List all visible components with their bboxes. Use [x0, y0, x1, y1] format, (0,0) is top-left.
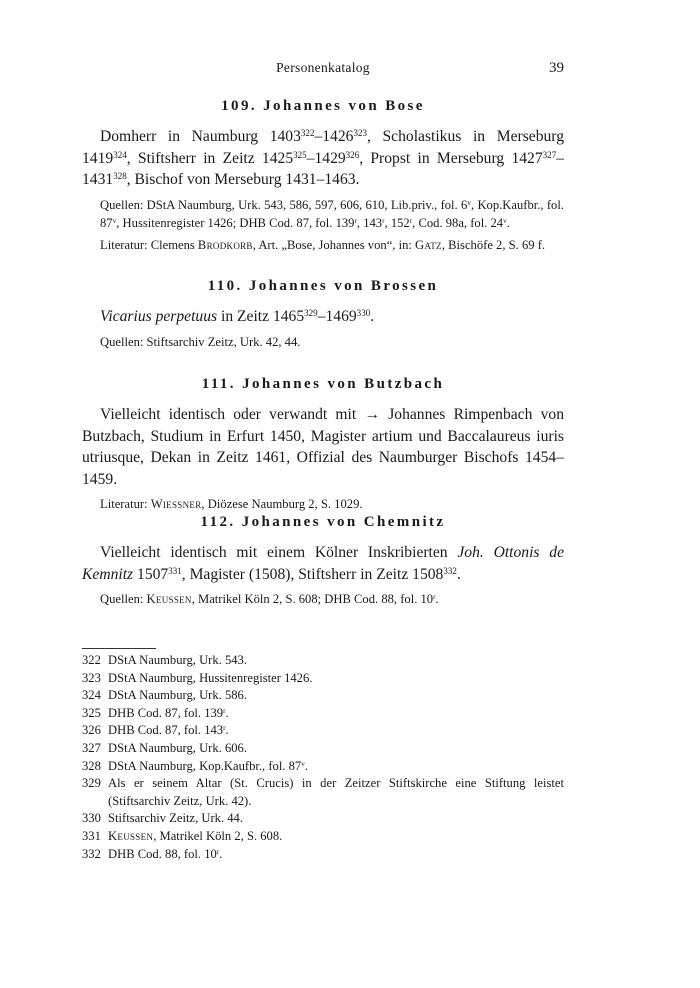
entry-sources: Quellen: Stiftsarchiv Zeitz, Urk. 42, 44.: [100, 334, 301, 349]
entry-111: [82, 374, 564, 513]
footnote: 328 DStA Naumburg, Kop.Kaufbr., fol. 87$^v$.: [82, 758, 309, 773]
footnote: 332 DHB Cod. 88, fol. 10$^r$.: [82, 846, 223, 861]
footnote: 327 DStA Naumburg, Urk. 606.: [82, 740, 247, 755]
footnote: 329 Als er seinem Altar (St. Crucis) in der Zeitzer Stiftskirche eine Stiftung leistet (Stiftsarchiv Zeitz, Urk. 42).: [82, 776, 564, 808]
page-number: 39: [549, 60, 564, 76]
entry-sources: Quellen: Keussen, Matrikel Köln 2, S. 608; DHB Cod. 88, fol. 10$^r$.: [100, 591, 439, 606]
footnote: 324 DStA Naumburg, Urk. 586.: [82, 688, 247, 703]
entry-literature: Literatur: Clemens Brodkorb, Art. „Bose, Johannes von“, in: Gatz, Bischöfe 2, S. 69 f.: [100, 237, 546, 252]
entry-heading: 110. Johannes von Brossen: [207, 278, 439, 294]
footnote: 325 DHB Cod. 87, fol. 139$^r$.: [82, 705, 229, 720]
footnote: 330 Stiftsarchiv Zeitz, Urk. 44.: [82, 811, 244, 826]
entry-sources: Quellen: DStA Naumburg, Urk. 543, 586, 597, 606, 610, Lib.priv., fol. 6$^v$, Kop.Kaufbr., fol. 87$^v$, Hussitenregister 1426; DHB Cod. 87, fol. 139$^r$, 143$^r$, 152$^r$, Cod. 98a, fol. 24$^v$.: [100, 197, 564, 230]
footnote: 322 DStA Naumburg, Urk. 543.: [82, 653, 247, 667]
running-head: [82, 60, 564, 80]
entry-110: [82, 276, 564, 351]
entry-body: Vielleicht identisch oder verwandt mit → Johannes Rimpenbach von Butzbach, Studium in Erfurt 1450, Magister artium und Baccalaureus iuris utriusque, Dekan in Zeitz 1461, Offizial des Naumburger Bischofs 1454–1459.: [82, 406, 564, 488]
footnotes: [82, 652, 564, 863]
entry-109: [82, 96, 564, 254]
entry-body: Domherr in Naumburg 1403$^{322}$–1426$^{323}$, Scholastikus in Merseburg 1419$^{324}$, Stiftsherr in Zeitz 1425$^{325}$–1429$^{326}$, Propst in Merseburg 1427$^{327}$–1431$^{328}$, Bischof von Merseburg 1431–1463.: [82, 128, 564, 188]
entry-body: Vielleicht identisch mit einem Kölner Inskribierten Joh. Ottonis de Kemnitz 1507$^{331}$, Magister (1508), Stiftsherr in Zeitz 1508$^{332}$.: [82, 544, 564, 583]
footnote: 331 Keussen, Matrikel Köln 2, S. 608.: [82, 828, 283, 843]
entry-heading: 112. Johannes von Chemnitz: [200, 514, 446, 530]
footnote: 323 DStA Naumburg, Hussitenregister 1426.: [82, 670, 313, 685]
entry-literature: Literatur: Wiessner, Diözese Naumburg 2, S. 1029.: [100, 497, 363, 511]
footnote-separator: [82, 648, 156, 649]
entry-heading: 111. Johannes von Butzbach: [201, 376, 445, 392]
entry-112: [82, 512, 564, 608]
running-head-title: Personenkatalog: [276, 60, 370, 75]
entry-heading: 109. Johannes von Bose: [221, 98, 425, 114]
entry-body: Vicarius perpetuus in Zeitz 1465$^{329}$–1469$^{330}$.: [100, 308, 375, 325]
footnote: 326 DHB Cod. 87, fol. 143$^r$.: [82, 723, 229, 738]
